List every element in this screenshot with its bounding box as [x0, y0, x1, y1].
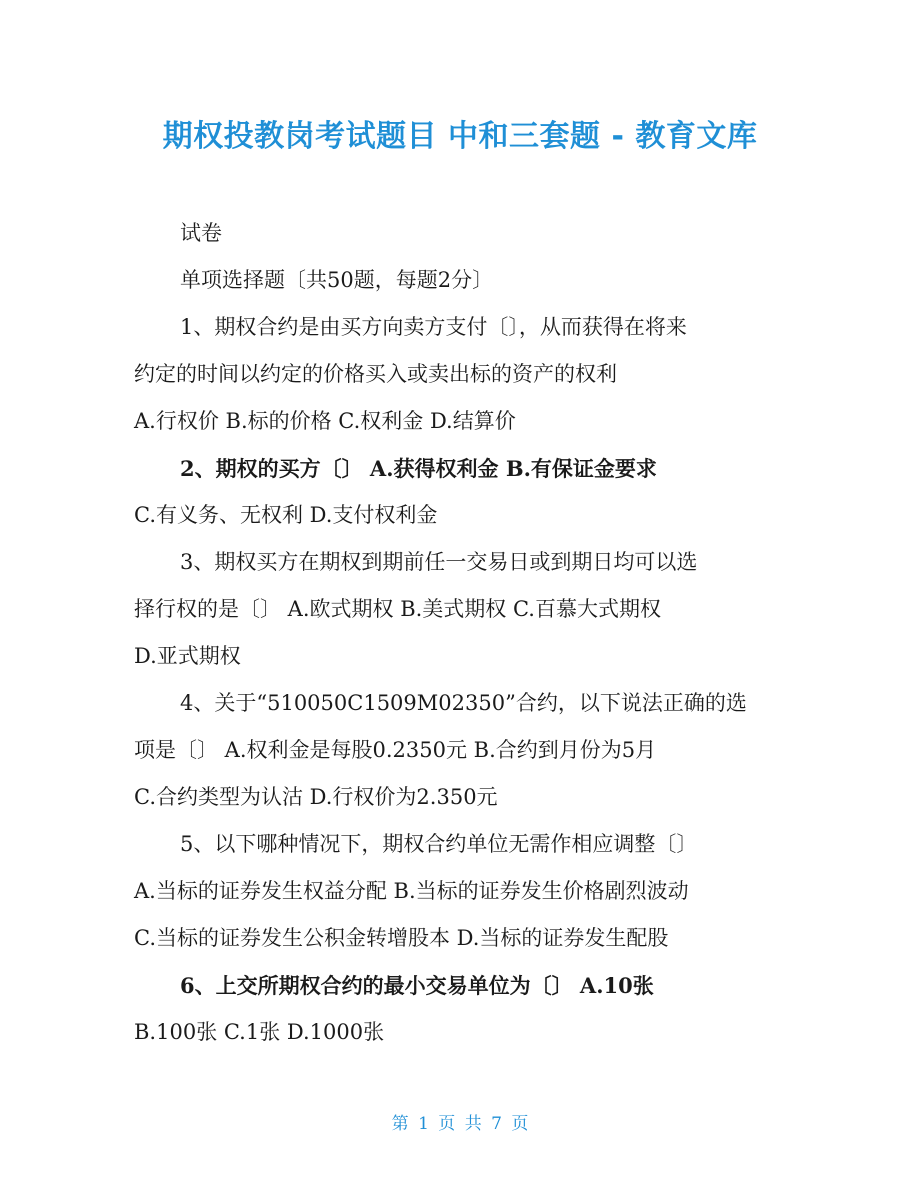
question-3-line-2: 择行权的是〔〕 A.欧式期权 B.美式期权 C.百慕大式期权: [134, 597, 661, 621]
question-5-options-2: C.当标的证券发生公积金转增股本 D.当标的证券发生配股: [134, 926, 669, 950]
question-6-options: B.100张 C.1张 D.1000张: [134, 1020, 385, 1044]
question-1-options: A.行权价 B.标的价格 C.权利金 D.结算价: [134, 409, 516, 433]
question-3-options: D.亚式期权: [134, 644, 241, 668]
section-heading: 单项选择题〔共50题，每题2分〕: [180, 268, 494, 292]
question-2-line-1: 2、期权的买方〔〕 A.获得权利金 B.有保证金要求: [180, 456, 657, 481]
question-4-line-1: 4、关于“510050C1509M02350”合约，以下说法正确的选: [180, 691, 747, 715]
question-3-line-1: 3、期权买方在期权到期前任一交易日或到期日均可以选: [180, 550, 698, 574]
question-6-line-1: 6、上交所期权合约的最小交易单位为〔〕 A.10张: [180, 973, 654, 998]
question-5-options-1: A.当标的证券发生权益分配 B.当标的证券发生价格剧烈波动: [134, 879, 689, 903]
page-footer: 第 1 页 共 7 页: [391, 1114, 529, 1134]
page-title: 期权投教岗考试题目 中和三套题 - 教育文库: [162, 119, 758, 154]
section-label: 试卷: [180, 221, 222, 245]
question-1-line-2: 约定的时间以约定的价格买入或卖出标的资产的权利: [134, 362, 617, 386]
question-4-options: C.合约类型为认沽 D.行权价为2.350元: [134, 785, 498, 809]
question-5-line-1: 5、以下哪种情况下，期权合约单位无需作相应调整〔〕: [180, 832, 698, 856]
question-2-options: C.有义务、无权利 D.支付权利金: [134, 503, 438, 527]
document-body: [134, 210, 794, 1056]
question-4-line-2: 项是〔〕 A.权利金是每股0.2350元 B.合约到月份为5月: [134, 738, 657, 762]
question-1-line-1: 1、期权合约是由买方向卖方支付〔〕，从而获得在将来: [180, 315, 687, 339]
